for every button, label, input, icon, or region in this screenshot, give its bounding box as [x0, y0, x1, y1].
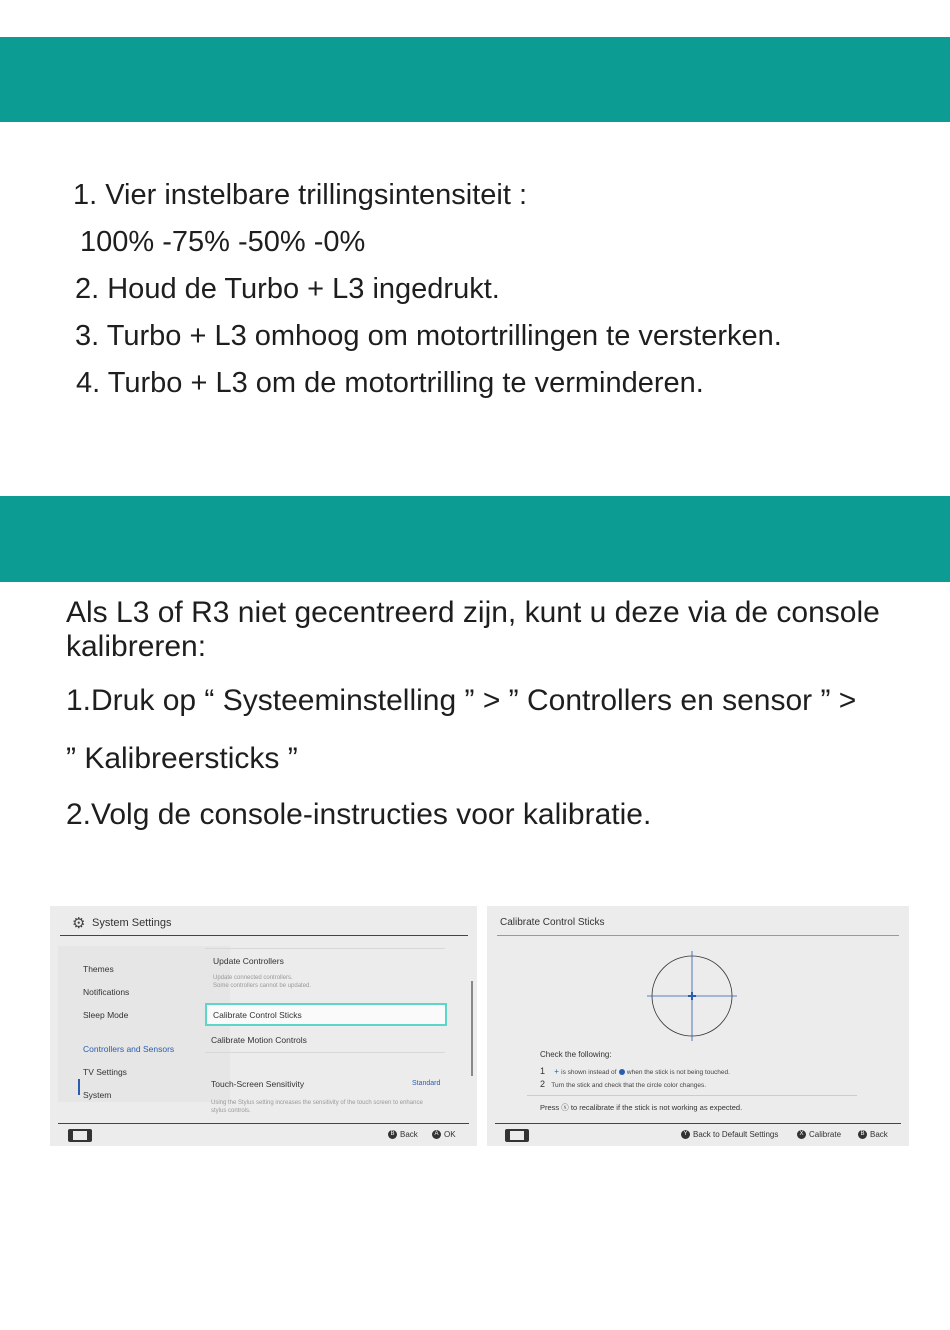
footer-ok-button[interactable]: A OK: [432, 1130, 456, 1139]
vibration-instructions: [73, 172, 782, 407]
gear-icon: ⚙: [72, 915, 86, 932]
settings-header: [50, 906, 477, 936]
y-button-icon: Y: [681, 1130, 690, 1139]
calibrate-motion-row[interactable]: Calibrate Motion Controls: [211, 1035, 307, 1045]
update-controllers-desc-1: Update connected controllers.: [213, 975, 293, 981]
content-divider: [205, 948, 445, 949]
instruction-line-4: 3. Turbo + L3 omhoog om motortrillingen te versterken.: [75, 320, 782, 352]
content-scrollbar[interactable]: [471, 981, 473, 1076]
calibrate-header-divider: [497, 935, 899, 936]
instruction-line-2: 100% -75% -50% -0%: [80, 226, 366, 258]
calibrate-sticks-label: Calibrate Control Sticks: [213, 1010, 302, 1020]
sidebar-item-controllers[interactable]: Controllers and Sensors: [83, 1044, 175, 1054]
footer-back-button[interactable]: B Back: [388, 1130, 418, 1139]
instruction-line-3: 2. Houd de Turbo + L3 ingedrukt.: [75, 273, 500, 305]
check-item-2: 2 Turn the stick and check that the circle color changes.: [540, 1079, 707, 1089]
step-1a: 1.Druk op “ Systeeminstelling ” > ” Controllers en sensor ” >: [66, 684, 857, 717]
touch-sensitivity-desc-2: stylus controls.: [211, 1108, 251, 1114]
instruction-line-1: 1. Vier instelbare trillingsintensiteit :: [73, 179, 528, 211]
step-2: 2.Volg de console-instructies voor kalibratie.: [66, 798, 652, 831]
settings-footer: [58, 1123, 469, 1146]
blue-dot-icon: [619, 1069, 625, 1075]
update-controllers-desc-2: Some controllers cannot be updated.: [213, 983, 312, 989]
sidebar-item-themes[interactable]: Themes: [83, 964, 114, 974]
calibrate-sticks-highlight[interactable]: [205, 1003, 447, 1026]
touch-sensitivity-value: Standard: [412, 1080, 441, 1087]
sidebar-item-tv-settings[interactable]: TV Settings: [83, 1067, 127, 1077]
sidebar-item-system[interactable]: System: [83, 1090, 112, 1100]
touch-sensitivity-row[interactable]: Touch-Screen Sensitivity: [211, 1079, 305, 1089]
header-band-top: [0, 37, 950, 122]
calibrate-title: Calibrate Control Sticks: [500, 917, 605, 928]
check-divider: [527, 1095, 857, 1096]
x-button-icon: X: [797, 1130, 806, 1139]
footer-calibrate-button[interactable]: X Calibrate: [797, 1130, 841, 1139]
a-button-icon: A: [432, 1130, 441, 1139]
step-1b: ” Kalibreersticks ”: [66, 742, 298, 775]
intro-line-2: kalibreren:: [66, 630, 207, 663]
calibrate-sticks-screenshot: [487, 906, 909, 1146]
plus-icon: +: [554, 1067, 559, 1076]
sidebar-selection-bar: [78, 1079, 80, 1095]
header-band-middle: [0, 496, 950, 582]
check-heading: Check the following:: [540, 1050, 612, 1059]
intro-line-1: Als L3 of R3 niet gecentreerd zijn, kunt u deze via de console: [66, 596, 880, 629]
sidebar-item-sleep-mode[interactable]: Sleep Mode: [83, 1010, 129, 1020]
instruction-line-5: 4. Turbo + L3 om de motortrilling te verminderen.: [76, 367, 704, 399]
settings-content: [205, 946, 475, 1121]
x-button-glyph: ⓧ: [561, 1103, 569, 1112]
calibrate-footer: [495, 1123, 901, 1146]
console-icon: [505, 1129, 529, 1142]
b-button-icon: B: [388, 1130, 397, 1139]
settings-title: System Settings: [92, 917, 172, 929]
update-controllers-row[interactable]: Update Controllers: [213, 956, 284, 966]
header-divider: [60, 935, 468, 936]
content-divider-2: [205, 1052, 445, 1053]
check-item-1: 1 + is shown instead of when the stick is not being touched.: [540, 1066, 730, 1076]
system-settings-screenshot: [50, 906, 477, 1146]
touch-sensitivity-desc-1: Using the Stylus setting increases the sensitivity of the touch screen to enhance: [211, 1100, 423, 1106]
footer-back-button[interactable]: B Back: [858, 1130, 888, 1139]
stick-crosshair: [642, 951, 742, 1046]
recalibrate-hint: Press ⓧ to recalibrate if the stick is not working as expected.: [540, 1103, 743, 1112]
console-icon: [68, 1129, 92, 1142]
sidebar-item-notifications[interactable]: Notifications: [83, 987, 130, 997]
calibration-instructions: [66, 596, 926, 831]
footer-default-settings-button[interactable]: Y Back to Default Settings: [681, 1130, 778, 1139]
b-button-icon: B: [858, 1130, 867, 1139]
